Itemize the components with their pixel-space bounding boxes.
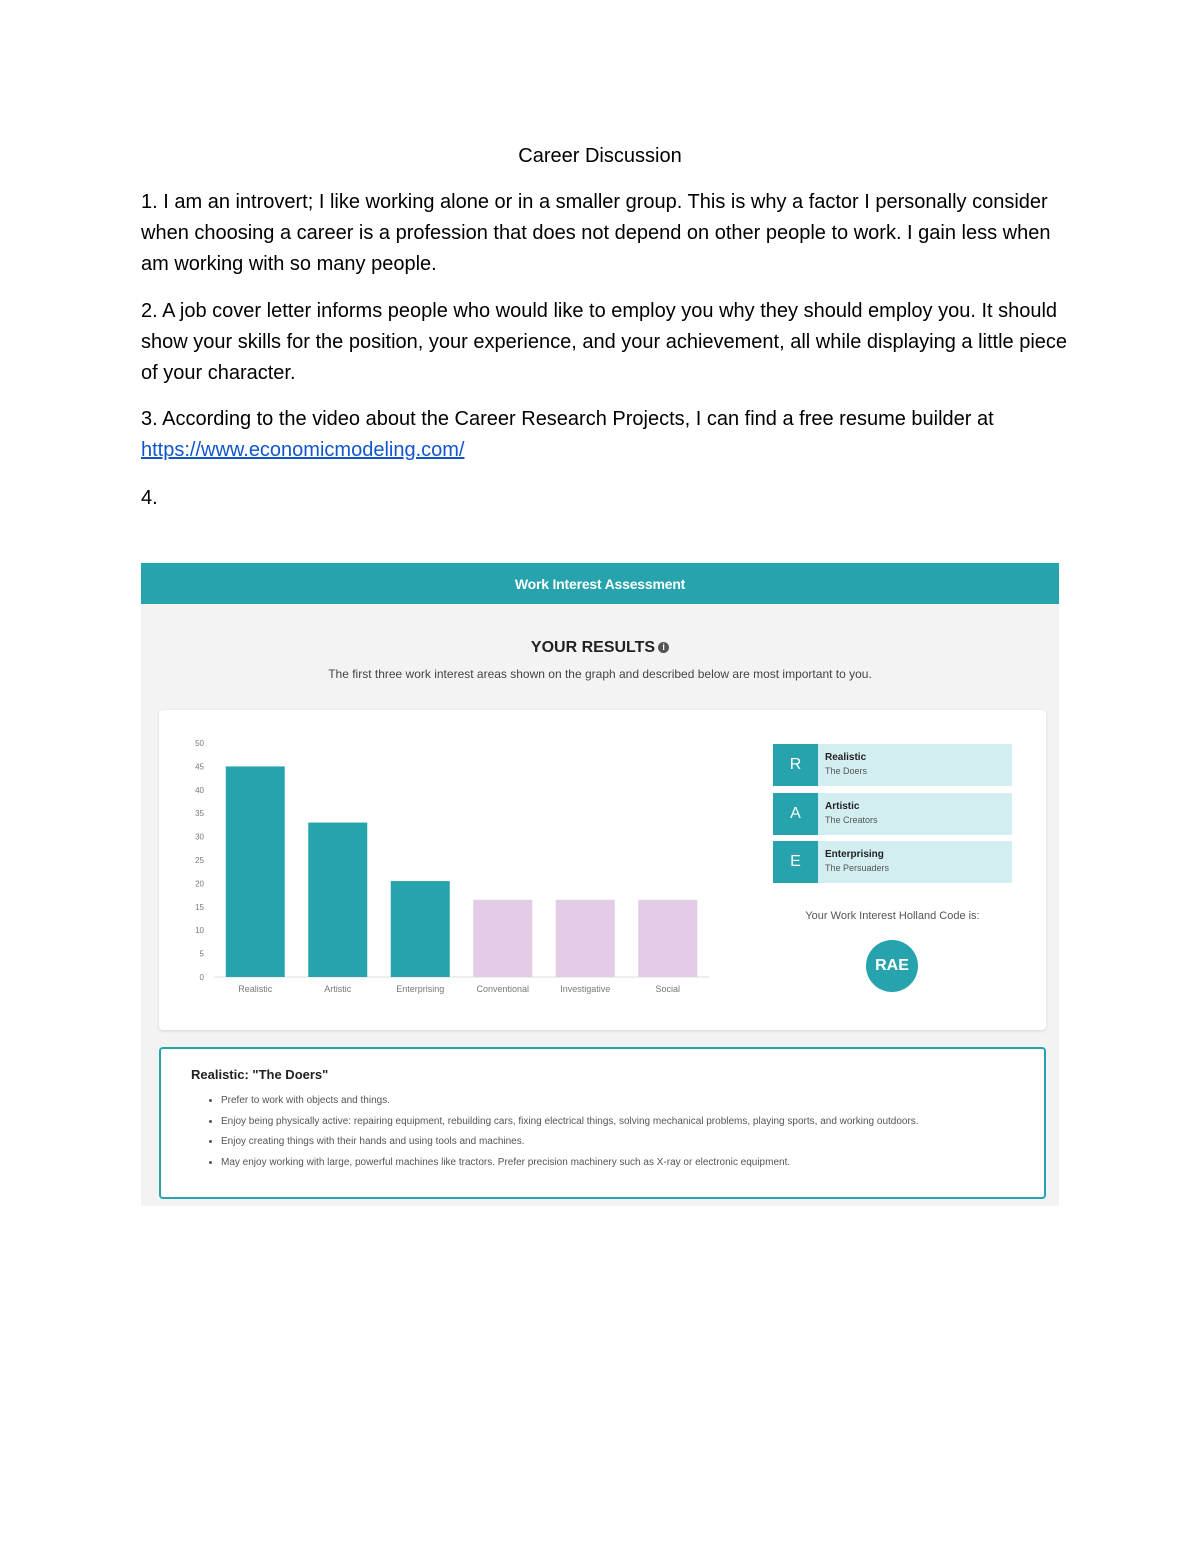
x-tick-label: Investigative (560, 984, 611, 994)
holland-code-label: Your Work Interest Holland Code is: (805, 910, 980, 922)
y-tick-label: 45 (195, 762, 204, 772)
bar-social (638, 900, 697, 977)
y-tick-label: 20 (195, 879, 204, 889)
legend-letter: R (773, 744, 818, 786)
legend-enterprising (773, 841, 1012, 883)
paragraph-3 (141, 404, 1071, 466)
y-tick-label: 15 (195, 902, 204, 912)
paragraph-2: 2. A job cover letter informs people who would like to employ you why they should employ you. It should show your skills for the position, your experience, and your achievement, all while displaying a little piece of your character. (141, 300, 1068, 384)
results-title (141, 639, 1059, 657)
legend-name: Realistic (825, 752, 867, 763)
legend-desc: The Doers (825, 766, 868, 776)
bar-enterprising (391, 881, 450, 977)
y-tick-label: 10 (195, 926, 204, 936)
assessment-screenshot (141, 563, 1059, 1206)
results-bar-chart (159, 710, 759, 1030)
paragraph-3-text: 3. According to the video about the Career Research Projects, I can find a free resume builder at (141, 408, 994, 430)
document-title: Career Discussion (518, 145, 682, 167)
x-tick-label: Conventional (476, 984, 530, 994)
list-item: • Enjoy creating things with their hands and using tools and machines. (221, 1132, 919, 1153)
results-subtitle: The first three work interest areas shown on the graph and described below are most important to you. (328, 667, 872, 681)
list-item: • May enjoy working with large, powerful machines like tractors. Prefer precision machinery such as X-ray or electronic equipment. (221, 1153, 919, 1174)
description-list (191, 1091, 919, 1173)
y-tick-label: 50 (195, 739, 204, 748)
list-item: • Prefer to work with objects and things. (221, 1091, 919, 1112)
list-item: • Enjoy being physically active: repairing equipment, rebuilding cars, fixing electrical things, solving mechanical problems, playing sports, and working outdoors. (221, 1112, 919, 1133)
legend-desc: The Creators (825, 815, 878, 825)
assessment-header: Work Interest Assessment (141, 563, 1059, 604)
legend-realistic (773, 744, 1012, 786)
bar-investigative (556, 900, 615, 977)
x-tick-label: Realistic (238, 984, 273, 994)
bar-artistic (308, 823, 367, 977)
legend-letter: E (773, 841, 818, 883)
x-tick-label: Artistic (324, 984, 352, 994)
x-tick-label: Social (655, 984, 681, 994)
paragraph-1: 1. I am an introvert; I like working alone or in a smaller group. This is why a factor I personally consider when choosing a career is a profession that does not depend on other people to work. I gain less when am working with so many people. (141, 191, 1051, 275)
bar-conventional (473, 900, 532, 977)
x-tick-label: Enterprising (396, 984, 445, 994)
paragraph-4: 4. (141, 487, 158, 509)
description-title: Realistic: "The Doers" (191, 1067, 329, 1082)
holland-code-badge: RAE (866, 940, 918, 992)
legend-name: Artistic (825, 801, 860, 812)
bar-realistic (226, 766, 285, 977)
description-box (159, 1047, 1046, 1199)
results-card (159, 710, 1046, 1030)
results-title-text: YOUR RESULTS (530, 639, 656, 656)
resume-builder-link[interactable]: https://www.economicmodeling.com/ (141, 439, 465, 461)
info-icon[interactable]: i (658, 642, 669, 653)
y-tick-label: 40 (195, 785, 204, 795)
y-tick-label: 5 (199, 949, 204, 959)
legend-name: Enterprising (825, 849, 884, 860)
y-tick-label: 25 (195, 856, 204, 865)
y-tick-label: 30 (195, 832, 204, 842)
legend-letter: A (773, 793, 818, 835)
y-tick-label: 0 (199, 973, 204, 982)
legend-artistic (773, 793, 1012, 835)
y-tick-label: 35 (195, 809, 204, 819)
legend-desc: The Persuaders (825, 863, 890, 873)
